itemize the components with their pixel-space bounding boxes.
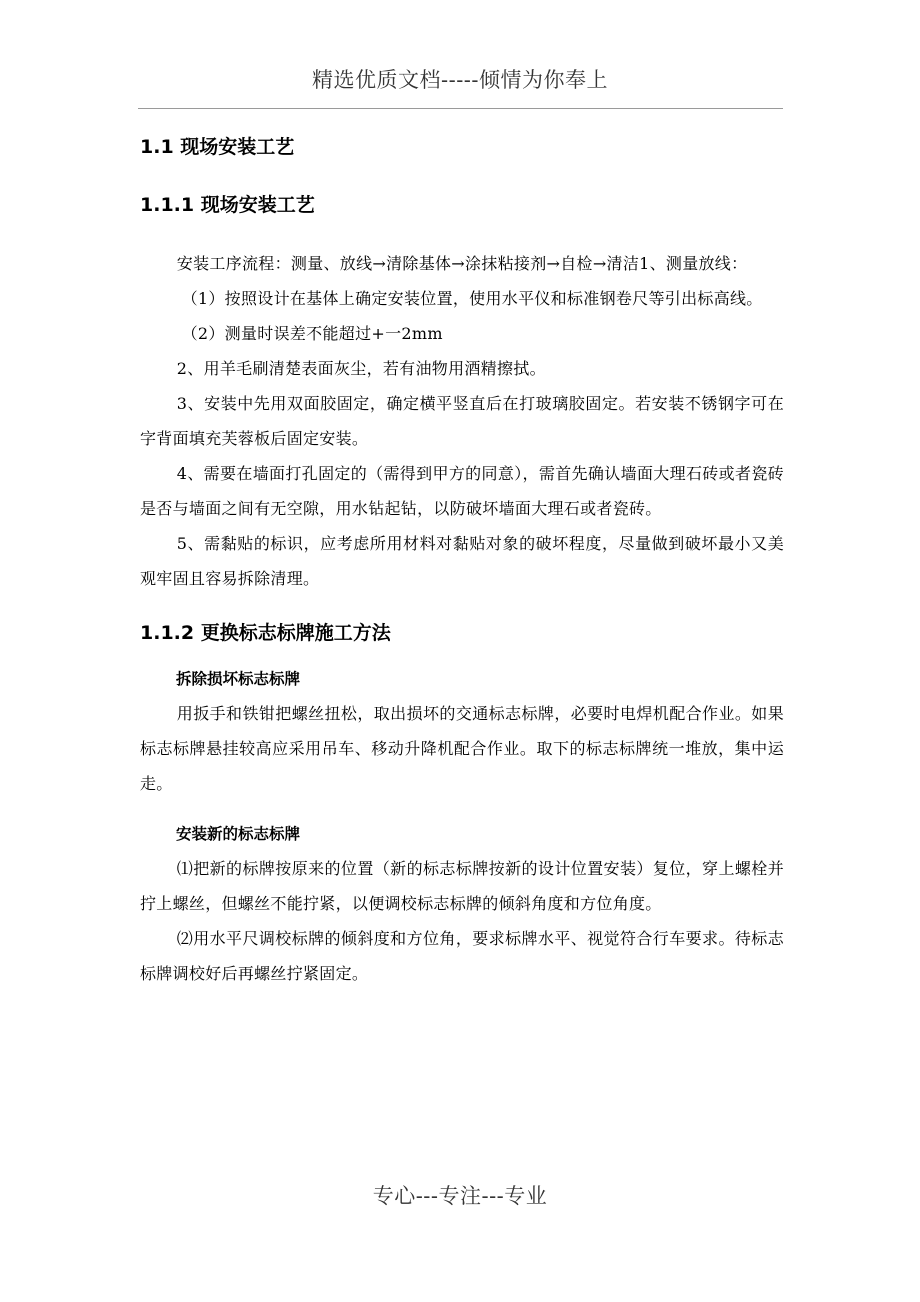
- paragraph-step-3: 3、安装中先用双面胶固定，确定横平竖直后在打玻璃胶固定。若安装不锈钢字可在字背面填充芙蓉板后固定安装。: [140, 394, 784, 448]
- paragraph-step-2: 2、用羊毛刷清楚表面灰尘，若有油物用酒精擦拭。: [176, 359, 546, 378]
- paragraph-measure-2: （2）测量时误差不能超过+一2mm: [181, 324, 443, 343]
- paragraph-step-4: 4、需要在墙面打孔固定的（需得到甲方的同意），需首先确认墙面大理石砖或者瓷砖是否与墙面之间有无空隙，用水钻起钻，以防破坏墙面大理石或者瓷砖。: [140, 464, 784, 518]
- section-heading-1-1-1: 1.1.1 现场安装工艺: [140, 194, 315, 216]
- paragraph-install-2: ⑵用水平尺调校标牌的倾斜度和方位角，要求标牌水平、视觉符合行车要求。待标志标牌调校好后再螺丝拧紧固定。: [140, 929, 784, 983]
- paragraph-measure-1: （1）按照设计在基体上确定安装位置，使用水平仪和标准钢卷尺等引出标高线。: [181, 289, 763, 308]
- header-divider: [138, 108, 783, 109]
- subheading-remove-signs: 拆除损坏标志标牌: [176, 670, 301, 688]
- paragraph-install-1: ⑴把新的标牌按原来的位置（新的标志标牌按新的设计位置安装）复位，穿上螺栓并拧上螺丝，但螺丝不能拧紧，以便调校标志标牌的倾斜角度和方位角度。: [140, 859, 784, 913]
- paragraph-remove-signs: 用扳手和铁钳把螺丝扭松，取出损坏的交通标志标牌，必要时电焊机配合作业。如果标志标牌悬挂较高应采用吊车、移动升降机配合作业。取下的标志标牌统一堆放，集中运走。: [140, 704, 784, 793]
- document-body: [140, 130, 784, 991]
- subheading-install-signs: 安装新的标志标牌: [176, 825, 301, 843]
- section-heading-1-1-2: 1.1.2 更换标志标牌施工方法: [140, 622, 391, 644]
- section-heading-1-1: 1.1 现场安装工艺: [140, 136, 295, 158]
- paragraph-process-flow: 安装工序流程：测量、放线→清除基体→涂抹粘接剂→自检→清洁1、测量放线：: [176, 254, 748, 273]
- page-footer: 专心---专注---专业: [372, 1184, 548, 1208]
- paragraph-step-5: 5、需黏贴的标识，应考虑所用材料对黏贴对象的破坏程度，尽量做到破坏最小又美观牢固且容易拆除清理。: [140, 534, 784, 588]
- page-header: 精选优质文档-----倾情为你奉上: [312, 68, 608, 92]
